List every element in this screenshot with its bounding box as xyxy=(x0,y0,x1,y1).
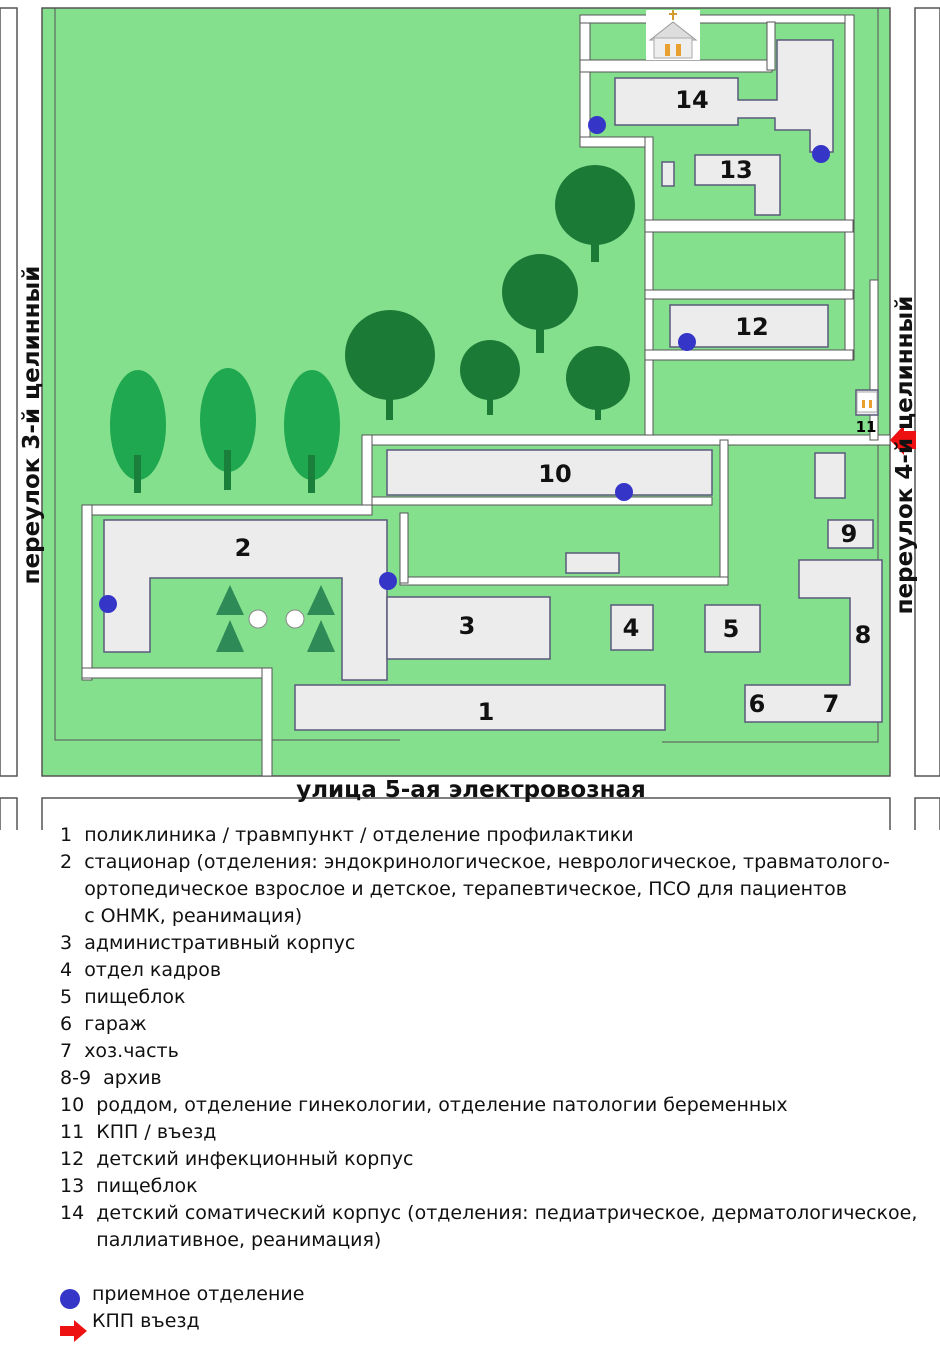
building-label: 5 xyxy=(722,615,740,643)
legend-item: 5 пищеблок xyxy=(60,986,186,1008)
building-label: 4 xyxy=(622,614,640,642)
legend-item: 7 хоз.часть xyxy=(60,1040,179,1062)
left-curb xyxy=(0,8,17,776)
reception-dot xyxy=(615,483,633,501)
building-label: 7 xyxy=(822,690,840,718)
reception-dot xyxy=(99,595,117,613)
legend-item: 2 стационар (отделения: эндокринологическое, неврологическое, травматолого- ортопедическое взрослое и детское, терапевтическое, ПСО для пациентов с ОНМК, реанимация) xyxy=(60,851,890,927)
site-lawn xyxy=(42,8,890,776)
building-label: 9 xyxy=(840,520,858,548)
legend-checkpoint: КПП въезд xyxy=(60,1308,920,1335)
small-structure xyxy=(566,553,619,573)
legend-item: 8-9 архив xyxy=(60,1067,162,1089)
map-legend xyxy=(60,822,920,1335)
checkpoint-icon xyxy=(857,392,877,412)
legend-item: 3 административный корпус xyxy=(60,932,356,954)
legend-item xyxy=(60,1254,920,1281)
building-label: 2 xyxy=(234,534,252,562)
building-label: 10 xyxy=(538,460,572,488)
building-label: 3 xyxy=(458,612,476,640)
legend-item: 10 роддом, отделение гинекологии, отделение патологии беременных xyxy=(60,1094,788,1116)
building-label: 11 xyxy=(855,418,877,436)
legend-item: 12 детский инфекционный корпус xyxy=(60,1148,414,1170)
building-label: 1 xyxy=(477,698,495,726)
building-label: 6 xyxy=(748,690,766,718)
reception-dot xyxy=(588,116,606,134)
reception-dot-icon xyxy=(60,1289,80,1309)
building-13-annex xyxy=(662,162,674,186)
building-label: 8 xyxy=(854,621,872,649)
street-right-label: переулок 4-й целинный xyxy=(892,295,918,615)
reception-dot xyxy=(678,333,696,351)
building-label: 13 xyxy=(719,156,753,184)
entry-arrow-icon xyxy=(60,1320,88,1342)
legend-item: 6 гараж xyxy=(60,1013,147,1035)
street-bottom-label: улица 5-ая электровозная xyxy=(296,777,646,803)
legend-item: 13 пищеблок xyxy=(60,1175,198,1197)
building-label: 12 xyxy=(735,313,769,341)
right-curb xyxy=(915,8,940,776)
building-9-annex xyxy=(815,453,845,498)
legend-reception: приемное отделение xyxy=(60,1281,920,1308)
reception-dot xyxy=(379,572,397,590)
legend-item: 1 поликлиника / травмпункт / отделение профилактики xyxy=(60,824,634,846)
church-icon xyxy=(646,10,700,60)
legend-item: 4 отдел кадров xyxy=(60,959,222,981)
legend-item: 11 КПП / въезд xyxy=(60,1121,217,1143)
reception-dot xyxy=(812,145,830,163)
street-left-label: переулок 3-й целинный xyxy=(19,265,45,585)
building-label: 14 xyxy=(675,86,709,114)
legend-item: 14 детский соматический корпус (отделения: педиатрическое, дерматологическое, паллиативное, реанимация) xyxy=(60,1202,918,1251)
